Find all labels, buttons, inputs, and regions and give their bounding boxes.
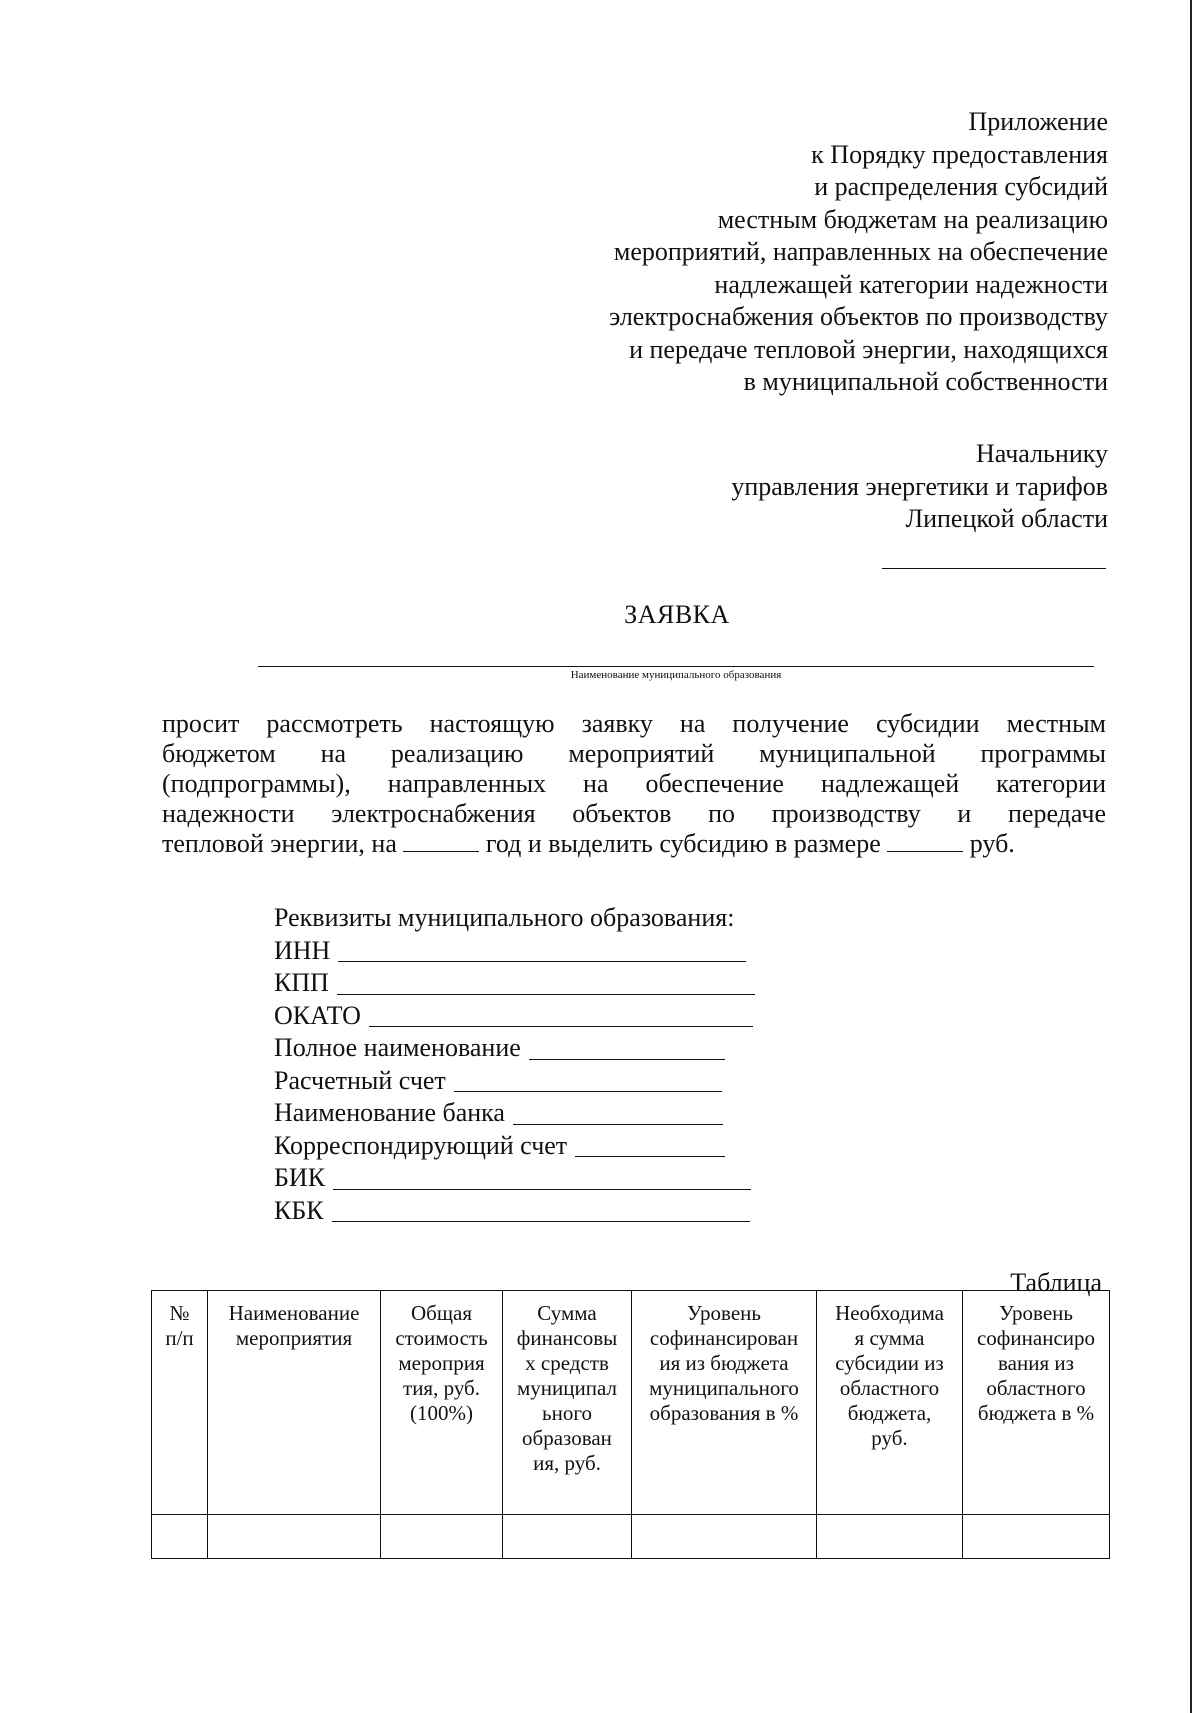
- requisite-label: Полное наименование: [274, 1033, 521, 1062]
- header-municipal-cofinancing: Уровень софинансирован ия из бюджета муниципального образования в %: [632, 1291, 817, 1515]
- table-cell[interactable]: [503, 1515, 632, 1559]
- appendix-line: в муниципальной собственности: [743, 367, 1108, 396]
- requisite-label: Расчетный счет: [274, 1065, 446, 1095]
- paragraph-line: (подпрограммы), направленных на обеспечение надлежащей категории: [162, 769, 1106, 798]
- appendix-line: электроснабжения объектов по производству: [609, 302, 1108, 331]
- amount-blank: [887, 831, 963, 852]
- requisite-corr-account: [274, 1130, 755, 1163]
- requisite-kpp: [274, 967, 755, 1000]
- requisite-blank: [454, 1069, 722, 1092]
- paragraph-text: руб.: [969, 829, 1015, 858]
- requisite-blank: [337, 972, 755, 995]
- requisite-label: КБК: [274, 1195, 324, 1225]
- addressee-line: Липецкой области: [905, 504, 1108, 533]
- requisite-label: ИНН: [274, 935, 331, 965]
- requisite-blank: [332, 1199, 750, 1222]
- table-header-row: [152, 1291, 1110, 1515]
- appendix-block: [609, 106, 1108, 399]
- requisite-label: БИК: [274, 1163, 326, 1192]
- requisites-heading: Реквизиты муниципального образования:: [274, 903, 735, 932]
- paragraph-line: бюджетом на реализацию мероприятий муниципальной программы: [162, 739, 1106, 768]
- requisite-blank: [338, 939, 746, 962]
- municipality-name-line: [258, 666, 1094, 667]
- requisite-account: [274, 1065, 755, 1098]
- table-cell[interactable]: [381, 1515, 503, 1559]
- addressee-line: управления энергетики и тарифов: [731, 471, 1108, 501]
- requisite-inn: [274, 935, 755, 968]
- addressee-line: Начальнику: [975, 439, 1108, 468]
- appendix-line: и распределения субсидий: [814, 172, 1108, 201]
- table-caption: Таблица: [1010, 1268, 1102, 1297]
- requisite-blank: [529, 1037, 725, 1060]
- header-required-subsidy: Необходима я сумма субсидии из областного бюджета, руб.: [817, 1291, 963, 1515]
- header-municipal-funds: Сумма финансовы х средств муниципал ьного образован ия, руб.: [503, 1291, 632, 1515]
- header-regional-cofinancing: Уровень софинансиро вания из областного бюджета в %: [963, 1291, 1110, 1515]
- requisite-label: КПП: [274, 968, 329, 997]
- header-number: № п/п: [152, 1291, 208, 1515]
- request-paragraph: [162, 709, 1106, 859]
- requisite-blank: [369, 1004, 753, 1027]
- table-cell[interactable]: [152, 1515, 208, 1559]
- subsidy-table: [151, 1290, 1110, 1559]
- addressee-block: [731, 438, 1108, 536]
- paragraph-line: просит рассмотреть настоящую заявку на получение субсидии местным: [162, 709, 1106, 738]
- requisites-block: [274, 902, 755, 1227]
- document-title: ЗАЯВКА: [624, 600, 730, 629]
- appendix-line: Приложение: [968, 107, 1108, 136]
- requisite-blank: [333, 1167, 751, 1190]
- table-cell[interactable]: [963, 1515, 1110, 1559]
- requisite-blank: [513, 1102, 723, 1125]
- requisite-bank-name: [274, 1097, 755, 1130]
- requisite-full-name: [274, 1032, 755, 1065]
- paragraph-text: тепловой энергии, на: [162, 829, 397, 858]
- table-cell[interactable]: [208, 1515, 381, 1559]
- scan-edge-line: [1190, 0, 1192, 1713]
- paragraph-text: год и выделить субсидию в размере: [485, 829, 881, 858]
- appendix-line: местным бюджетам на реализацию: [717, 204, 1108, 234]
- paragraph-last-line: [162, 829, 1106, 859]
- appendix-line: надлежащей категории надежности: [714, 269, 1108, 299]
- appendix-line: и передаче тепловой энергии, находящихся: [629, 334, 1108, 364]
- table-row: [152, 1515, 1110, 1559]
- table-cell[interactable]: [817, 1515, 963, 1559]
- requisite-kbk: [274, 1195, 755, 1228]
- addressee-signature-line: [882, 568, 1106, 569]
- requisite-label: ОКАТО: [274, 1000, 361, 1030]
- requisite-label: Корреспондирующий счет: [274, 1130, 568, 1160]
- paragraph-line: надежности электроснабжения объектов по производству и передаче: [162, 799, 1106, 828]
- requisite-blank: [575, 1134, 725, 1157]
- year-blank: [403, 831, 479, 852]
- header-event-name: Наименование мероприятия: [208, 1291, 381, 1515]
- requisite-bik: [274, 1162, 755, 1195]
- municipality-name-caption: Наименование муниципального образования: [570, 669, 782, 681]
- header-total-cost: Общая стоимость мероприя тия, руб. (100%): [381, 1291, 503, 1515]
- table-cell[interactable]: [632, 1515, 817, 1559]
- appendix-line: мероприятий, направленных на обеспечение: [613, 237, 1108, 266]
- requisite-okato: [274, 1000, 755, 1033]
- appendix-line: к Порядку предоставления: [811, 139, 1108, 169]
- requisite-label: Наименование банка: [274, 1098, 505, 1127]
